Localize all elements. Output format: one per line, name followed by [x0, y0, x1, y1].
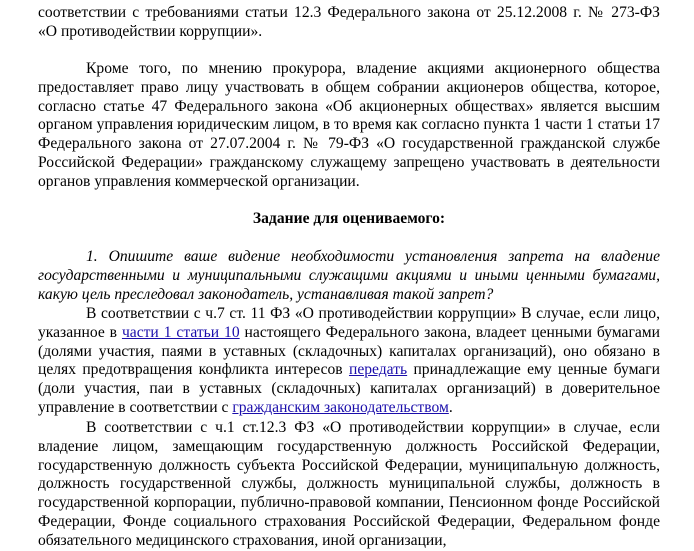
paragraph-part-7-article-11 — [38, 305, 660, 418]
paragraph-intro — [38, 4, 660, 42]
text-segment: В соответствии с ч.7 ст. 11 ФЗ «О противодействии коррупции» В случае, если лицо, указанное в — [38, 305, 660, 341]
task-heading: Задание для оцениваемого: — [252, 210, 446, 227]
text-segment: настоящего Федерального закона, владеет ценными бумагами (долями участия, паями в уставных (складочных) капиталах организаций), оно обязано в целях предотвращения конфликта интересов — [38, 323, 660, 379]
text-segment: . — [448, 398, 453, 416]
link-transfer[interactable]: передать — [348, 361, 408, 379]
paragraph-intro-line-2: «О противодействии коррупции». — [38, 22, 263, 40]
text-segment: принадлежащие ему ценные бумаги (доли участия, паи в уставных (складочных) капиталах организаций) в доверительное управление в соответствии с — [38, 361, 660, 416]
paragraph-prosecutor-opinion: Кроме того, по мнению прокурора, владение акциями акционерного общества предоставляет право лицу участвовать в общем собрании акционеров общества, которое, согласно статье 47 Федерального закона «Об акционерных обществах» является высшим органом управления юридическим лицом, в то время как согласно пункта 1 части 1 статьи 17 Федерального закона от 27.07.2004 г. № 79-ФЗ «О государственной гражданской службе Российской Федерации» гражданскому служащему запрещено участвовать в деятельности органов управления коммерческой организации. — [38, 60, 660, 190]
link-civil-legislation[interactable]: гражданским законодательством — [232, 398, 449, 416]
paragraph-intro-line-1: соответствии с требованиями статьи 12.3 Федерального закона от 25.12.2008 г. № 273-ФЗ — [38, 4, 660, 21]
task-question: 1. Опишите ваше видение необходимости установления запрета на владение государственными и муниципальными служащими акциями и иными ценными бумагами, какую цель преследовал законодатель, устанавливая такой запрет? — [38, 248, 660, 303]
link-part-1-article-10[interactable]: части 1 статьи 10 — [121, 323, 240, 341]
paragraph-part-1-article-12-3: В соответствии с ч.1 ст.12.3 ФЗ «О противодействии коррупции» в случае, если владение лицом, замещающим государственную должность Российской Федерации, государственную должность субъекта Российской Федерации, муниципальную должность, должность государственной службы, должность муниципальной службы, должность в государственной корпорации, публично-правовой компании, Пенсионном фонде Российской Федерации, Фонде социального страхования Российской Федерации, Федеральном фонде обязательного медицинского страхования, иной организации, — [38, 419, 660, 549]
